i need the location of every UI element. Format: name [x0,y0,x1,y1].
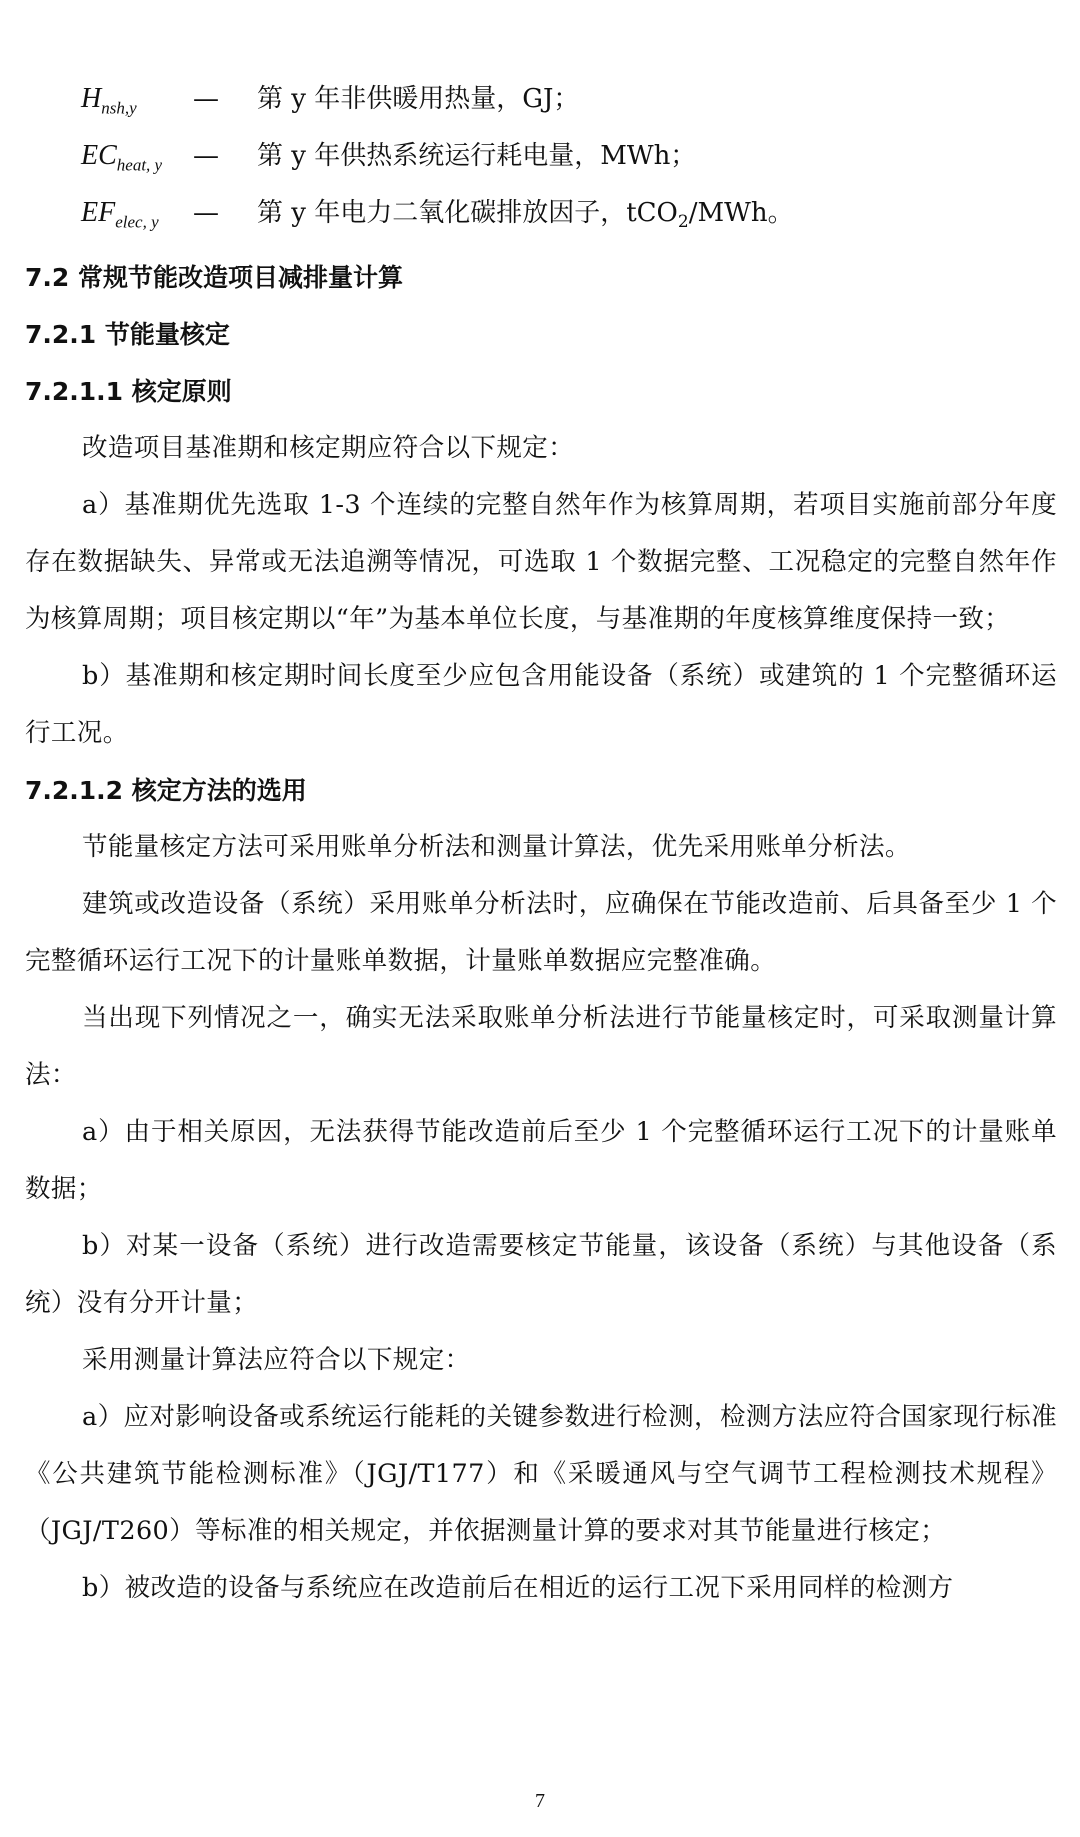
dash: — [193,141,219,171]
paragraph: 采用测量计算法应符合以下规定： [82,1345,471,1375]
definition-text: 第 y 年供热系统运行耗电量，MWh； [257,141,697,171]
dash: — [193,198,219,228]
definition-text: 第 y 年非供暖用热量，GJ； [257,84,580,114]
subsubsection-heading: 7.2.1.2 核定方法的选用 [25,776,307,805]
paragraph: b）对某一设备（系统）进行改造需要核定节能量，该设备（系统）与其他设备（系统）没有分开计量； [25,1231,1057,1318]
symbol: $H_{nsh,y}$ [81,83,137,118]
paragraph: a）由于相关原因，无法获得节能改造前后至少 1 个完整循环运行工况下的计量账单数据； [25,1117,1057,1204]
symbol: $EF_{elec, y}$ [81,197,159,232]
section-heading: 7.2 常规节能改造项目减排量计算 [25,263,403,292]
paragraph: a）基准期优先选取 1-3 个连续的完整自然年作为核算周期，若项目实施前部分年度存在数据缺失、异常或无法追溯等情况，可选取 1 个数据完整、工况稳定的完整自然年作为核算周期；项目核定期以“年”为基本单位长度，与基准期的年度核算维度保持一致； [25,490,1057,634]
subsubsection-heading: 7.2.1.1 核定原则 [25,377,232,406]
definition-row [25,192,1057,249]
subsection-heading: 7.2.1 节能量核定 [25,320,230,349]
document-page [25,78,1057,1617]
definition-row [25,78,1057,135]
symbol: $EC_{heat, y}$ [81,140,163,175]
paragraph: 改造项目基准期和核定期应符合以下规定： [82,433,575,463]
paragraph: b）基准期和核定期时间长度至少应包含用能设备（系统）或建筑的 1 个完整循环运行工况。 [25,661,1057,748]
dash: — [193,84,219,114]
page-number: 7 [535,1790,545,1812]
definition-text: 第 y 年电力二氧化碳排放因子，tCO$_2$/MWh。 [257,198,794,233]
paragraph: b）被改造的设备与系统应在改造前后在相近的运行工况下采用同样的检测方 [82,1573,954,1603]
definition-row [25,135,1057,192]
paragraph: 当出现下列情况之一，确实无法采取账单分析法进行节能量核定时，可采取测量计算法： [25,1003,1057,1090]
paragraph: 节能量核定方法可采用账单分析法和测量计算法，优先采用账单分析法。 [82,832,911,862]
paragraph: a）应对影响设备或系统运行能耗的关键参数进行检测，检测方法应符合国家现行标准《公共建筑节能检测标准》（JGJ/T177）和《采暖通风与空气调节工程检测技术规程》（JGJ/T260）等标准的相关规定，并依据测量计算的要求对其节能量进行核定； [25,1402,1057,1546]
paragraph: 建筑或改造设备（系统）采用账单分析法时，应确保在节能改造前、后具备至少 1 个完整循环运行工况下的计量账单数据，计量账单数据应完整准确。 [25,889,1057,976]
